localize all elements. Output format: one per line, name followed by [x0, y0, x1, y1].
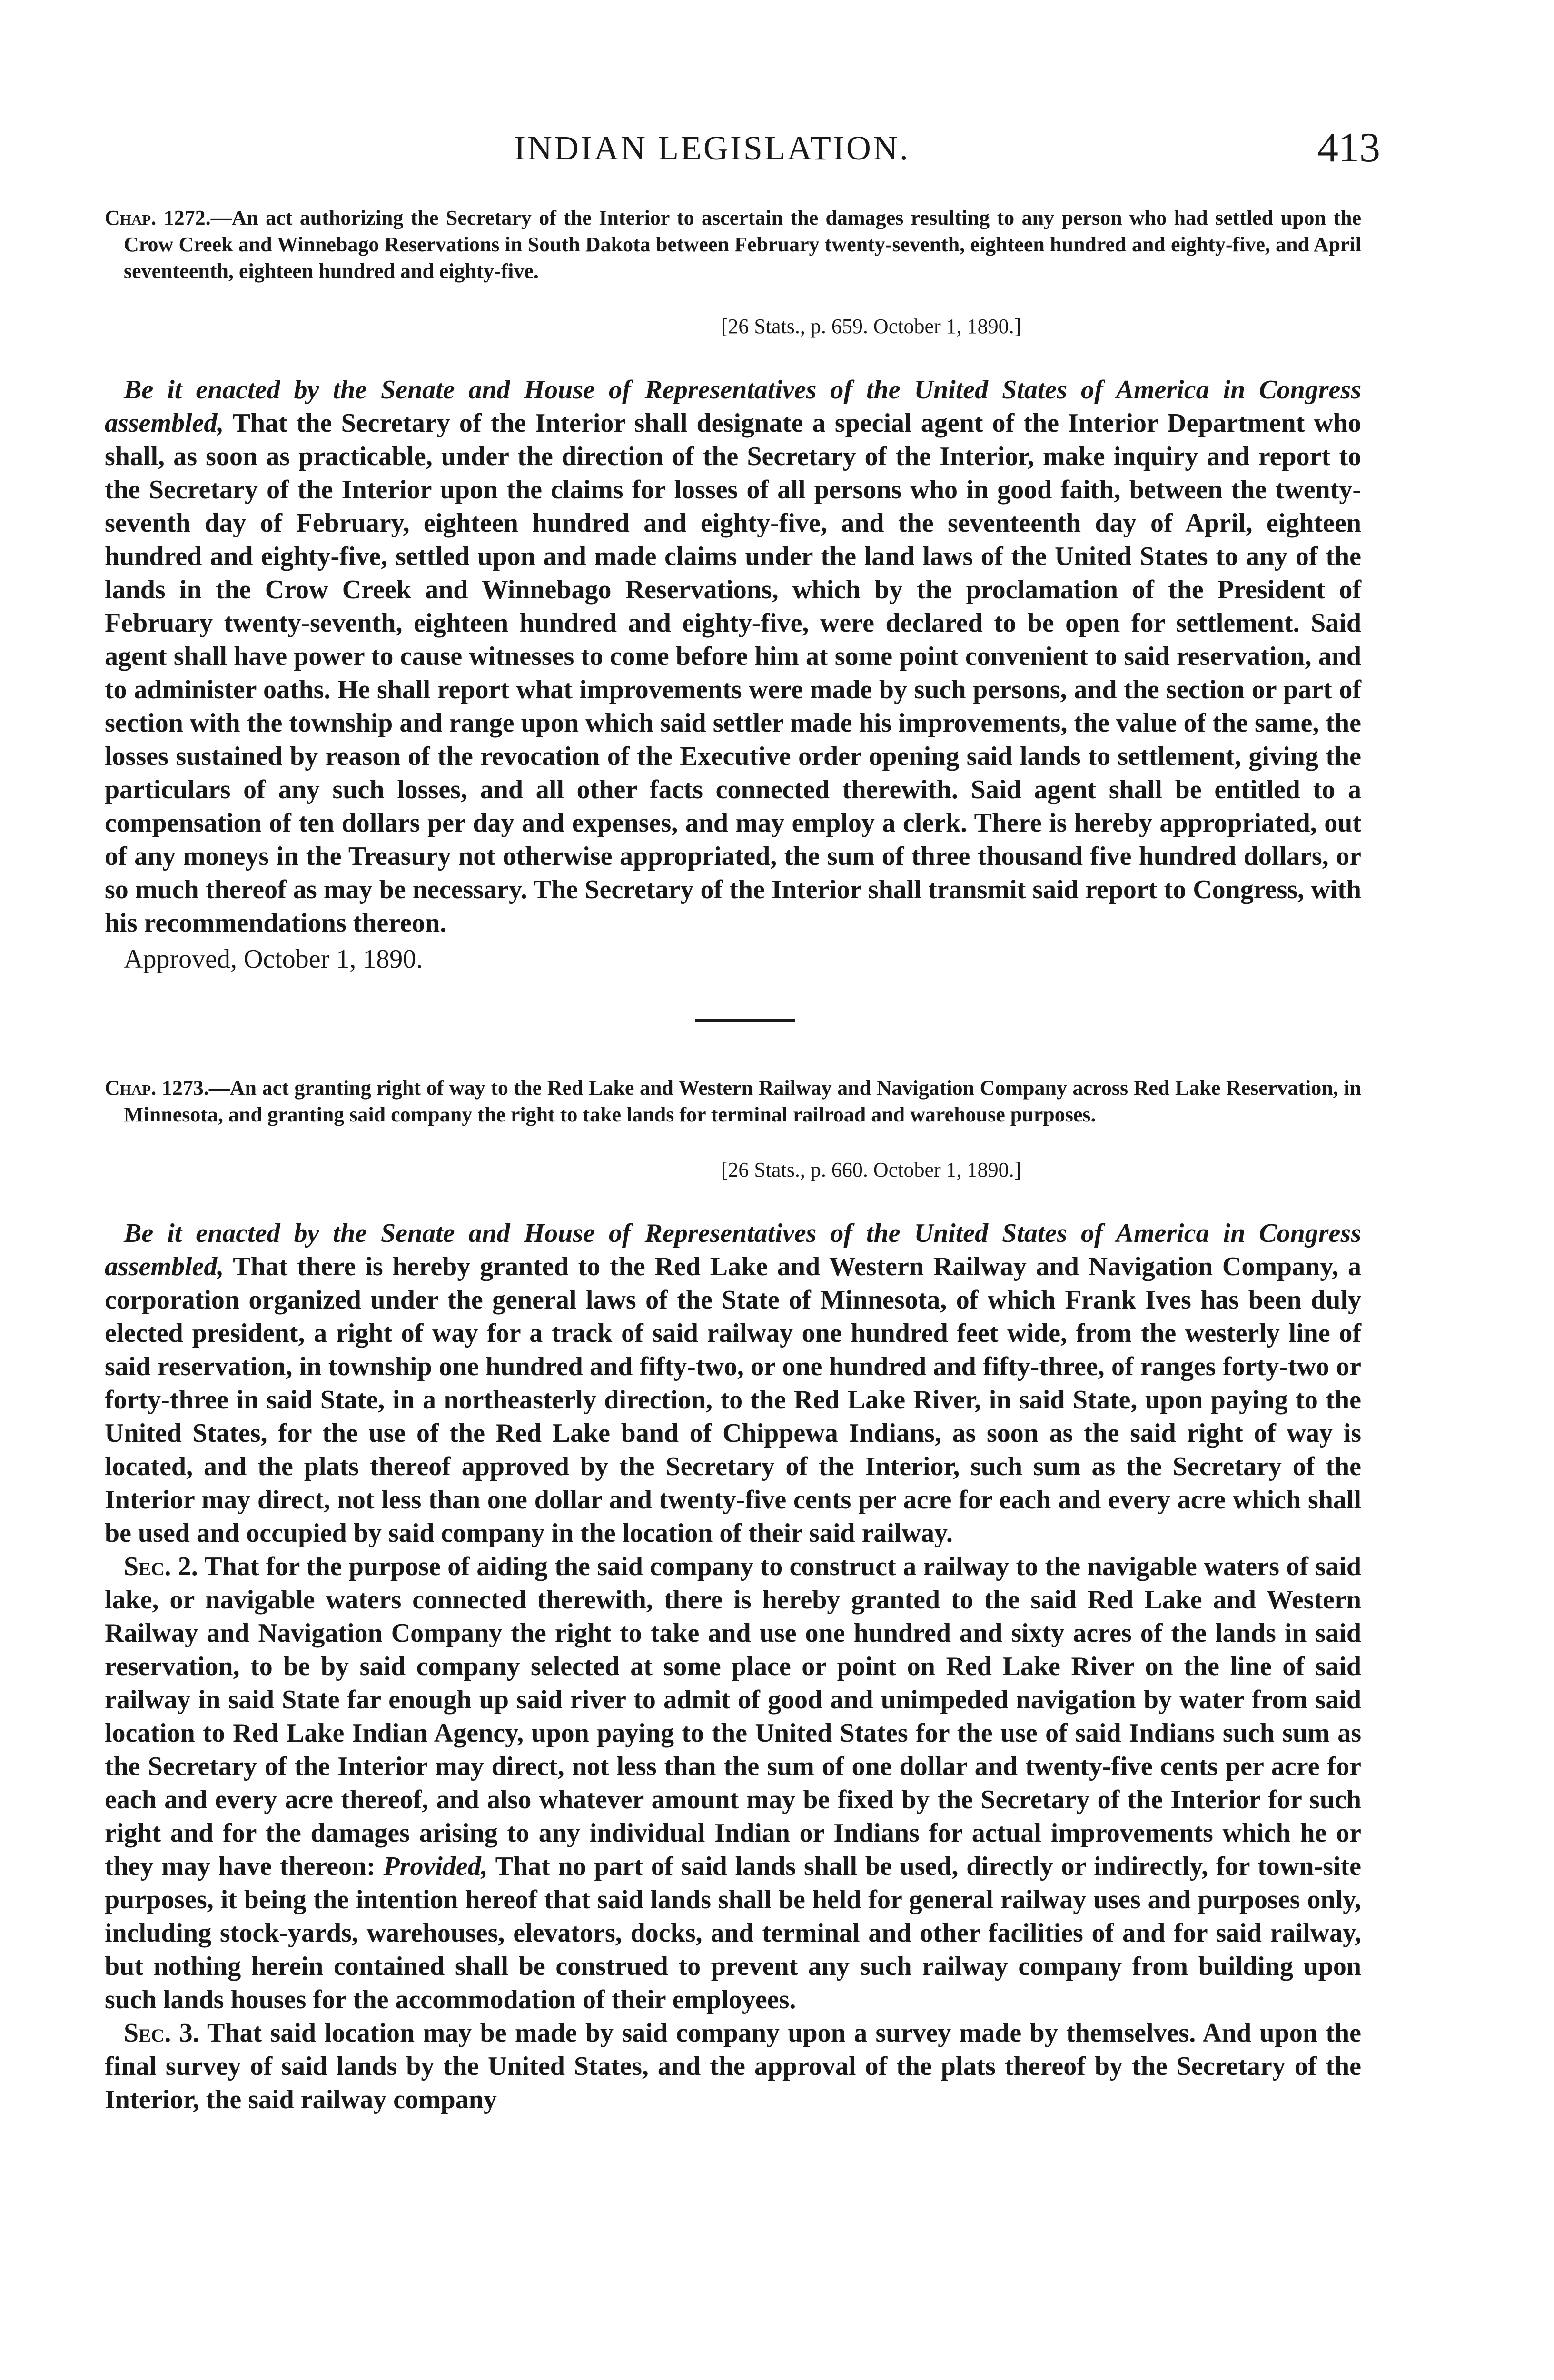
act-body	[105, 373, 1361, 940]
chapter-1272	[105, 205, 1361, 976]
page-content	[105, 205, 1361, 2116]
chapter-title: —An act granting right of way to the Red Lake and Western Railway and Navigation Company across Red Lake Reservation, in Minnesota, and granting said company the right to take lands for terminal railroad and warehouse purposes.	[124, 1076, 1361, 1126]
statute-citation: [26 Stats., p. 660. October 1, 1890.]	[721, 1158, 1021, 1181]
chapter-heading	[105, 1075, 1361, 1128]
section-divider	[695, 1019, 795, 1022]
provided-clause: Provided,	[383, 1852, 488, 1881]
act-text: That there is hereby granted to the Red Lake and Western Railway and Navigation Company, a corporation organized under the general laws of the State of Minnesota, of which Frank Ives has been duly elected president, a right of way for a track of said railway one hundred feet wide, from the westerly line of said reservation, in township one hundred and fifty-two, or one hundred and fifty-three, of ranges forty-two or forty-three in said State, in a northeasterly direction, to the Red Lake River, in said State, upon paying to the United States, for the use of the Red Lake band of Chippewa Indians, as soon as the said right of way is located, and the plats thereof approved by the Secretary of the Interior, such sum as the Secretary of the Interior may direct, not less than one dollar and twenty-five cents per acre for each and every acre which shall be used and occupied by said company in the location of their said railway.	[105, 1252, 1361, 1548]
section-3	[105, 2016, 1361, 2116]
section-2	[105, 1550, 1361, 2016]
section-text: That said location may be made by said company upon a survey made by themselves. And upon the final survey of said lands by the United States, and the approval of the plats thereof by the Secretary of the Interior, the said railway company	[105, 2018, 1362, 2114]
page-number: 413	[1317, 125, 1380, 171]
page-header	[514, 125, 1380, 181]
act-text: That the Secretary of the Interior shall designate a special agent of the Interior Department who shall, as soon as practicable, under the direction of the Secretary of the Interior, make inquiry and report to the Secretary of the Interior upon the claims for losses of all persons who in good faith, between the twenty-seventh day of February, eighteen hundred and eighty-five, and the seventeenth day of April, eighteen hundred and eighty-five, settled upon and made claims under the land laws of the United States to any of the lands in the Crow Creek and Winnebago Reservations, which by the proclamation of the President of February twenty-seventh, eighteen hundred and eighty-five, were declared to be open for settlement. Said agent shall have power to cause witnesses to come before him at some point convenient to said reservation, and to administer oaths. He shall report what improvements were made by such persons, and the section or part of section with the township and range upon which said settler made his improvements, the value of the same, the losses sustained by reason of the revocation of the Executive order opening said lands to settlement, giving the particulars of any such losses, and all other facts connected therewith. Said agent shall be entitled to a compensation of ten dollars per day and expenses, and may employ a clerk. There is hereby appropriated, out of any moneys in the Treasury not otherwise appropriated, the sum of three thousand five hundred dollars, or so much thereof as may be necessary. The Secretary of the Interior shall transmit said report to Congress, with his recommendations thereon.	[105, 408, 1361, 938]
section-text-continued: That no part of said lands shall be used, directly or indirectly, for town-site purposes, it being the intention hereof that said lands shall be held for general railway uses and purposes only, including stock-yards, warehouses, elevators, docks, and terminal and other facilities of and for said railway, but nothing herein contained shall be construed to prevent any such railway company from building upon such lands houses for the accommodation of their employees.	[105, 1852, 1362, 2014]
chapter-1273	[105, 1075, 1361, 2116]
chapter-title: —An act authorizing the Secretary of the Interior to ascertain the damages resulting to any person who had settled upon the Crow Creek and Winnebago Reservations in South Dakota between February twenty-seventh, eighteen hundred and eighty-five, and April seventeenth, eighteen hundred and eighty-five.	[124, 206, 1361, 283]
approval-date: Approved, October 1, 1890.	[124, 944, 423, 974]
chapter-label: Chap. 1272.	[105, 206, 211, 229]
running-head: INDIAN LEGISLATION.	[514, 129, 910, 167]
act-body	[105, 1217, 1361, 1550]
enacting-clause: Be it enacted by the Senate and House of Representatives of the United States of America in Congress assembled,	[105, 1219, 1361, 1281]
chapter-heading	[105, 205, 1361, 285]
section-label: Sec. 2.	[124, 1552, 198, 1581]
statute-citation: [26 Stats., p. 659. October 1, 1890.]	[721, 315, 1021, 338]
section-text: That for the purpose of aiding the said company to construct a railway to the navigable waters of said lake, or navigable waters connected therewith, there is hereby granted to the said Red Lake and Western Railway and Navigation Company the right to take and use one hundred and sixty acres of the lands in said reservation, to be by said company selected at some place or point on Red Lake River on the line of said railway in said State far enough up said river to admit of good and unimpeded navigation by water from said location to Red Lake Indian Agency, upon paying to the United States for the use of said Indians such sum as the Secretary of the Interior may direct, not less than the sum of one dollar and twenty-five cents per acre for each and every acre thereof, and also whatever amount may be fixed by the Secretary of the Interior for such right and for the damages arising to any individual Indian or Indians for actual improvements which he or they may have thereon:	[105, 1552, 1361, 1881]
enacting-clause: Be it enacted by the Senate and House of Representatives of the United States of America in Congress assembled,	[105, 375, 1361, 438]
chapter-label: Chap. 1273.	[105, 1076, 209, 1100]
section-label: Sec. 3.	[124, 2018, 199, 2048]
